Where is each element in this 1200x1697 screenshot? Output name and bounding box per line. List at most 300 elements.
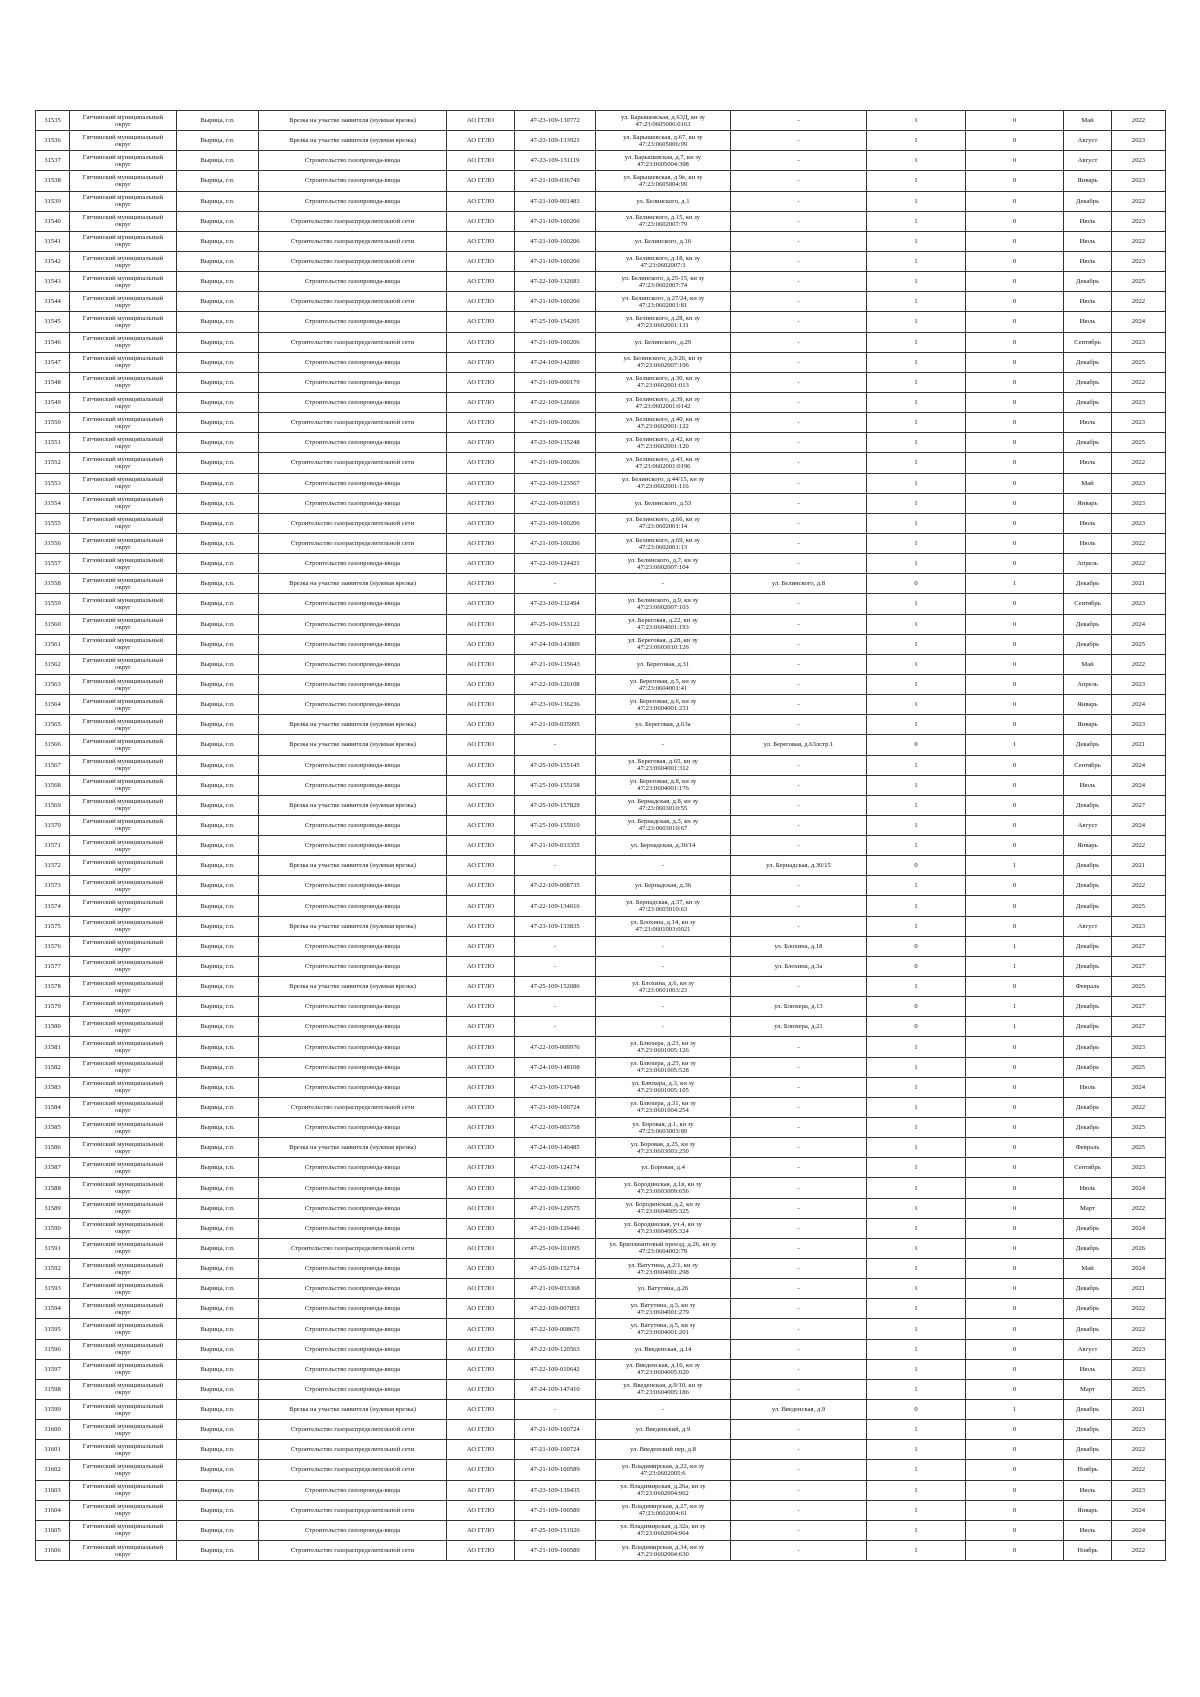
cell-settlement: Вырица, г.п.	[177, 916, 259, 936]
cell-alt-address: ул. Бернадская, д.30/15	[731, 856, 867, 876]
cell-month: Июль	[1064, 1359, 1112, 1379]
cell-address: ул. Белинского, д.40, кн зу 47:23:0602001:122	[596, 413, 731, 433]
table-row	[36, 695, 1166, 715]
cell-application-number: 47-22-109-123567	[515, 473, 596, 493]
cell-work-type: Строительство газопровода-ввода	[259, 1299, 447, 1319]
cell-alt-address: -	[731, 513, 867, 533]
cell-address: ул. Белинского, д.66, кн зу 47:23:0602001:14	[596, 513, 731, 533]
cell-month: Май	[1064, 654, 1112, 674]
cell-count-b: 0	[966, 473, 1064, 493]
cell-alt-address: -	[731, 634, 867, 654]
cell-district: Гатчинский муниципальный округ	[70, 614, 177, 634]
cell-settlement: Вырица, г.п.	[177, 1178, 259, 1198]
cell-month: Август	[1064, 916, 1112, 936]
cell-organization: АО ГГЛО	[447, 1520, 515, 1540]
cell-alt-address: -	[731, 1259, 867, 1279]
table-row	[36, 614, 1166, 634]
cell-count-b: 0	[966, 614, 1064, 634]
table-row	[36, 413, 1166, 433]
cell-year: 2023	[1112, 131, 1166, 151]
cell-settlement: Вырица, г.п.	[177, 1339, 259, 1359]
cell-settlement: Вырица, г.п.	[177, 392, 259, 412]
cell-settlement: Вырица, г.п.	[177, 977, 259, 997]
cell-year: 2021	[1112, 1279, 1166, 1299]
cell-alt-address: -	[731, 695, 867, 715]
cell-address: ул. Блюхера, д.25, кн зу 47:23:0601005:528	[596, 1057, 731, 1077]
cell-count-a: 1	[867, 876, 966, 896]
cell-application-number: -	[515, 574, 596, 594]
cell-settlement: Вырица, г.п.	[177, 1138, 259, 1158]
cell-address: ул. Береговая, д.65, кн зу 47:23:0604001:312	[596, 755, 731, 775]
cell-organization: АО ГГЛО	[447, 1017, 515, 1037]
cell-row-number: 31590	[36, 1218, 70, 1238]
cell-alt-address: ул. Береговая, д.63лстр.1	[731, 735, 867, 755]
cell-year: 2024	[1112, 1178, 1166, 1198]
cell-application-number: 47-21-109-129575	[515, 1198, 596, 1218]
table-row	[36, 453, 1166, 473]
cell-work-type: Строительство газораспределительной сети	[259, 292, 447, 312]
cell-year: 2024	[1112, 695, 1166, 715]
table-row	[36, 554, 1166, 574]
cell-organization: АО ГГЛО	[447, 1319, 515, 1339]
cell-address: ул. Белинского, д.3/26, кн зу 47:23:0602007:106	[596, 352, 731, 372]
cell-count-b: 0	[966, 231, 1064, 251]
cell-count-a: 0	[867, 1017, 966, 1037]
cell-month: Сентябрь	[1064, 755, 1112, 775]
cell-work-type: Строительство газораспределительной сети	[259, 1500, 447, 1520]
cell-settlement: Вырица, г.п.	[177, 1198, 259, 1218]
cell-year: 2023	[1112, 594, 1166, 614]
cell-count-b: 0	[966, 695, 1064, 715]
cell-count-a: 0	[867, 735, 966, 755]
cell-organization: АО ГГЛО	[447, 372, 515, 392]
cell-count-a: 1	[867, 1420, 966, 1440]
cell-alt-address: -	[731, 1057, 867, 1077]
cell-month: Декабрь	[1064, 1279, 1112, 1299]
cell-work-type: Строительство газопровода-ввода	[259, 674, 447, 694]
cell-month: Июль	[1064, 513, 1112, 533]
cell-year: 2023	[1112, 1359, 1166, 1379]
cell-organization: АО ГГЛО	[447, 574, 515, 594]
cell-alt-address: -	[731, 594, 867, 614]
cell-month: Декабрь	[1064, 1400, 1112, 1420]
table-row	[36, 1520, 1166, 1540]
cell-work-type: Строительство газопровода-ввода	[259, 1077, 447, 1097]
cell-organization: АО ГГЛО	[447, 755, 515, 775]
cell-work-type: Строительство газопровода-ввода	[259, 372, 447, 392]
cell-row-number: 31601	[36, 1440, 70, 1460]
table-row	[36, 836, 1166, 856]
cell-organization: АО ГГЛО	[447, 876, 515, 896]
cell-count-a: 1	[867, 1037, 966, 1057]
cell-count-a: 1	[867, 594, 966, 614]
cell-address: ул. Введенский пер, д.8	[596, 1440, 731, 1460]
cell-row-number: 31603	[36, 1480, 70, 1500]
cell-work-type: Строительство газораспределительной сети	[259, 332, 447, 352]
cell-alt-address: -	[731, 1118, 867, 1138]
cell-address: ул. Бернадская, д.8, кн зу 47:23:0603010:55	[596, 795, 731, 815]
cell-row-number: 31574	[36, 896, 70, 916]
cell-count-b: 1	[966, 956, 1064, 976]
table-row	[36, 1198, 1166, 1218]
cell-row-number: 31581	[36, 1037, 70, 1057]
table-row	[36, 1339, 1166, 1359]
cell-alt-address: ул. Блохина, д.18	[731, 936, 867, 956]
table-row	[36, 1279, 1166, 1299]
cell-alt-address: -	[731, 312, 867, 332]
cell-count-b: 0	[966, 292, 1064, 312]
cell-count-a: 1	[867, 1077, 966, 1097]
cell-count-b: 0	[966, 312, 1064, 332]
cell-month: Февраль	[1064, 1138, 1112, 1158]
cell-alt-address: -	[731, 614, 867, 634]
cell-settlement: Вырица, г.п.	[177, 1460, 259, 1480]
cell-year: 2022	[1112, 453, 1166, 473]
cell-year: 2023	[1112, 332, 1166, 352]
cell-settlement: Вырица, г.п.	[177, 1520, 259, 1540]
cell-alt-address: -	[731, 876, 867, 896]
cell-count-b: 0	[966, 654, 1064, 674]
cell-address: ул. Боровая, д.1, кн зу 47:23:0603003:89	[596, 1118, 731, 1138]
cell-work-type: Строительство газопровода-ввода	[259, 1037, 447, 1057]
cell-address: ул. Владимирская, д.34, кн зу 47:23:0602004:630	[596, 1540, 731, 1560]
cell-row-number: 31578	[36, 977, 70, 997]
cell-alt-address: -	[731, 191, 867, 211]
cell-count-a: 0	[867, 997, 966, 1017]
table-row	[36, 473, 1166, 493]
cell-year: 2025	[1112, 272, 1166, 292]
cell-year: 2023	[1112, 251, 1166, 271]
cell-count-b: 0	[966, 1057, 1064, 1077]
table-row	[36, 1319, 1166, 1339]
cell-settlement: Вырица, г.п.	[177, 997, 259, 1017]
table-row	[36, 191, 1166, 211]
cell-district: Гатчинский муниципальный округ	[70, 674, 177, 694]
cell-year: 2022	[1112, 836, 1166, 856]
cell-year: 2023	[1112, 1480, 1166, 1500]
cell-count-a: 0	[867, 956, 966, 976]
cell-district: Гатчинский муниципальный округ	[70, 493, 177, 513]
cell-alt-address: ул. Блюхера, д.13	[731, 997, 867, 1017]
table-row	[36, 715, 1166, 735]
cell-count-b: 1	[966, 856, 1064, 876]
cell-count-b: 0	[966, 1077, 1064, 1097]
table-row	[36, 171, 1166, 191]
cell-alt-address: -	[731, 715, 867, 735]
cell-count-b: 0	[966, 1198, 1064, 1218]
cell-address: -	[596, 956, 731, 976]
cell-count-b: 0	[966, 1279, 1064, 1299]
cell-district: Гатчинский муниципальный округ	[70, 312, 177, 332]
table-row	[36, 997, 1166, 1017]
cell-work-type: Врезка на участке заявителя (нулевая врезка)	[259, 1400, 447, 1420]
cell-address: ул. Владимирская, д.26а, кн зу 47:23:0602004:962	[596, 1480, 731, 1500]
cell-district: Гатчинский муниципальный округ	[70, 352, 177, 372]
cell-work-type: Врезка на участке заявителя (нулевая врезка)	[259, 977, 447, 997]
cell-month: Январь	[1064, 171, 1112, 191]
cell-district: Гатчинский муниципальный округ	[70, 1480, 177, 1500]
cell-address: ул. Береговая, д.22, кн зу 47:23:0604001:193	[596, 614, 731, 634]
cell-address: -	[596, 1400, 731, 1420]
cell-alt-address: -	[731, 775, 867, 795]
cell-row-number: 31540	[36, 211, 70, 231]
table-row	[36, 513, 1166, 533]
cell-application-number: 47-25-109-152714	[515, 1259, 596, 1279]
table-row	[36, 977, 1166, 997]
cell-application-number: 47-21-109-100206	[515, 332, 596, 352]
cell-application-number: 47-23-109-132494	[515, 594, 596, 614]
table-row	[36, 594, 1166, 614]
cell-organization: АО ГГЛО	[447, 453, 515, 473]
cell-work-type: Строительство газопровода-ввода	[259, 614, 447, 634]
cell-district: Гатчинский муниципальный округ	[70, 977, 177, 997]
table-row	[36, 533, 1166, 553]
cell-settlement: Вырица, г.п.	[177, 332, 259, 352]
cell-address: ул. Введенская, д.9/10, кн зу 47:23:0604005:186	[596, 1379, 731, 1399]
cell-alt-address: -	[731, 413, 867, 433]
cell-work-type: Врезка на участке заявителя (нулевая врезка)	[259, 795, 447, 815]
cell-row-number: 31585	[36, 1118, 70, 1138]
cell-work-type: Строительство газопровода-ввода	[259, 876, 447, 896]
cell-count-b: 0	[966, 1138, 1064, 1158]
table-row	[36, 1379, 1166, 1399]
cell-count-a: 1	[867, 211, 966, 231]
table-row	[36, 735, 1166, 755]
cell-work-type: Строительство газопровода-ввода	[259, 272, 447, 292]
cell-year: 2024	[1112, 1500, 1166, 1520]
cell-alt-address: -	[731, 815, 867, 835]
cell-alt-address: -	[731, 332, 867, 352]
cell-count-a: 1	[867, 1218, 966, 1238]
cell-count-b: 0	[966, 1299, 1064, 1319]
cell-settlement: Вырица, г.п.	[177, 1299, 259, 1319]
cell-settlement: Вырица, г.п.	[177, 836, 259, 856]
cell-district: Гатчинский муниципальный округ	[70, 1520, 177, 1540]
table-row	[36, 292, 1166, 312]
cell-row-number: 31558	[36, 574, 70, 594]
cell-alt-address: ул. Блюхера, д.21	[731, 1017, 867, 1037]
cell-district: Гатчинский муниципальный округ	[70, 695, 177, 715]
cell-organization: АО ГГЛО	[447, 413, 515, 433]
cell-application-number: 47-25-109-157829	[515, 795, 596, 815]
cell-row-number: 31542	[36, 251, 70, 271]
cell-count-a: 1	[867, 1520, 966, 1540]
cell-alt-address: -	[731, 1319, 867, 1339]
cell-count-a: 1	[867, 513, 966, 533]
cell-settlement: Вырица, г.п.	[177, 1037, 259, 1057]
cell-row-number: 31544	[36, 292, 70, 312]
table-row	[36, 1037, 1166, 1057]
table-body	[36, 111, 1166, 1561]
cell-settlement: Вырица, г.п.	[177, 1118, 259, 1138]
cell-district: Гатчинский муниципальный округ	[70, 191, 177, 211]
cell-application-number: 47-21-109-100206	[515, 211, 596, 231]
table-row	[36, 493, 1166, 513]
cell-work-type: Строительство газораспределительной сети	[259, 1097, 447, 1117]
cell-count-a: 1	[867, 191, 966, 211]
cell-work-type: Строительство газопровода-ввода	[259, 392, 447, 412]
cell-year: 2024	[1112, 1259, 1166, 1279]
cell-count-b: 0	[966, 272, 1064, 292]
cell-year: 2025	[1112, 1138, 1166, 1158]
cell-address: ул. Блюхера, д.3, кн зу 47:23:0601005:105	[596, 1077, 731, 1097]
cell-district: Гатчинский муниципальный округ	[70, 1460, 177, 1480]
cell-row-number: 31566	[36, 735, 70, 755]
cell-work-type: Врезка на участке заявителя (нулевая врезка)	[259, 916, 447, 936]
cell-year: 2023	[1112, 151, 1166, 171]
cell-settlement: Вырица, г.п.	[177, 634, 259, 654]
cell-district: Гатчинский муниципальный округ	[70, 1379, 177, 1399]
cell-count-b: 0	[966, 876, 1064, 896]
cell-row-number: 31536	[36, 131, 70, 151]
cell-count-a: 1	[867, 896, 966, 916]
cell-alt-address: -	[731, 836, 867, 856]
cell-year: 2023	[1112, 473, 1166, 493]
cell-count-a: 1	[867, 413, 966, 433]
cell-row-number: 31575	[36, 916, 70, 936]
cell-row-number: 31548	[36, 372, 70, 392]
cell-application-number: 47-22-109-134016	[515, 896, 596, 916]
cell-alt-address: -	[731, 231, 867, 251]
table-row	[36, 1420, 1166, 1440]
cell-organization: АО ГГЛО	[447, 251, 515, 271]
cell-month: Август	[1064, 131, 1112, 151]
cell-organization: АО ГГЛО	[447, 856, 515, 876]
cell-count-a: 1	[867, 795, 966, 815]
cell-work-type: Строительство газопровода-ввода	[259, 1178, 447, 1198]
cell-organization: АО ГГЛО	[447, 977, 515, 997]
cell-application-number: 47-21-109-036749	[515, 171, 596, 191]
cell-work-type: Строительство газораспределительной сети	[259, 231, 447, 251]
cell-count-a: 1	[867, 493, 966, 513]
cell-alt-address: -	[731, 795, 867, 815]
cell-row-number: 31551	[36, 433, 70, 453]
cell-alt-address: -	[731, 1238, 867, 1258]
table-row	[36, 211, 1166, 231]
cell-settlement: Вырица, г.п.	[177, 312, 259, 332]
cell-work-type: Строительство газопровода-ввода	[259, 473, 447, 493]
cell-alt-address: -	[731, 533, 867, 553]
cell-alt-address: -	[731, 1198, 867, 1218]
cell-address: ул. Владимирская, д.22, кн зу 47:23:0602005:6	[596, 1460, 731, 1480]
cell-row-number: 31559	[36, 594, 70, 614]
cell-address: ул. Владимирская, д.32а, кн зу 47:23:0602004:964	[596, 1520, 731, 1540]
cell-month: Март	[1064, 1198, 1112, 1218]
cell-organization: АО ГГЛО	[447, 493, 515, 513]
cell-count-b: 0	[966, 715, 1064, 735]
cell-alt-address: -	[731, 211, 867, 231]
cell-organization: АО ГГЛО	[447, 1198, 515, 1218]
cell-count-b: 0	[966, 1158, 1064, 1178]
cell-count-a: 1	[867, 614, 966, 634]
cell-alt-address: -	[731, 392, 867, 412]
cell-row-number: 31573	[36, 876, 70, 896]
cell-settlement: Вырица, г.п.	[177, 1379, 259, 1399]
table-row	[36, 231, 1166, 251]
cell-alt-address: -	[731, 1037, 867, 1057]
cell-month: Декабрь	[1064, 1299, 1112, 1319]
cell-row-number: 31583	[36, 1077, 70, 1097]
cell-address: ул. Бернадская, д.37, кн зу 47:23:0603010:63	[596, 896, 731, 916]
cell-month: Июль	[1064, 211, 1112, 231]
cell-count-a: 0	[867, 574, 966, 594]
cell-district: Гатчинский муниципальный округ	[70, 1319, 177, 1339]
cell-row-number: 31591	[36, 1238, 70, 1258]
cell-application-number: 47-22-109-124174	[515, 1158, 596, 1178]
cell-month: Январь	[1064, 836, 1112, 856]
cell-count-a: 1	[867, 251, 966, 271]
cell-district: Гатчинский муниципальный округ	[70, 1218, 177, 1238]
cell-district: Гатчинский муниципальный округ	[70, 1299, 177, 1319]
table-row	[36, 1077, 1166, 1097]
cell-application-number: 47-21-109-100724	[515, 1440, 596, 1460]
cell-address: ул. Ватутина, д.3, кн зу 47:23:0604001:279	[596, 1299, 731, 1319]
gasification-table	[35, 110, 1166, 1561]
cell-count-a: 1	[867, 131, 966, 151]
cell-district: Гатчинский муниципальный округ	[70, 1540, 177, 1560]
cell-organization: АО ГГЛО	[447, 1460, 515, 1480]
cell-count-a: 1	[867, 775, 966, 795]
cell-organization: АО ГГЛО	[447, 1118, 515, 1138]
cell-application-number: 47-22-109-003758	[515, 1118, 596, 1138]
cell-year: 2023	[1112, 916, 1166, 936]
table-row	[36, 916, 1166, 936]
cell-count-a: 1	[867, 916, 966, 936]
cell-address: ул. Белинского, д.25-15, кн зу 47:23:0602007:74	[596, 272, 731, 292]
cell-alt-address: -	[731, 433, 867, 453]
cell-application-number: 47-25-109-152086	[515, 977, 596, 997]
cell-application-number: 47-22-109-010642	[515, 1359, 596, 1379]
cell-application-number: 47-21-109-033368	[515, 1279, 596, 1299]
cell-organization: АО ГГЛО	[447, 956, 515, 976]
cell-row-number: 31582	[36, 1057, 70, 1077]
cell-month: Январь	[1064, 695, 1112, 715]
cell-month: Декабрь	[1064, 392, 1112, 412]
cell-alt-address: ул. Белинского, д.8	[731, 574, 867, 594]
cell-row-number: 31556	[36, 533, 70, 553]
cell-organization: АО ГГЛО	[447, 896, 515, 916]
cell-address: ул. Белинского, д.39, кн зу 47:23:0602001:0142	[596, 392, 731, 412]
document-page	[35, 110, 1165, 1561]
cell-organization: АО ГГЛО	[447, 1299, 515, 1319]
cell-application-number: -	[515, 735, 596, 755]
cell-count-b: 0	[966, 1420, 1064, 1440]
cell-count-b: 0	[966, 916, 1064, 936]
cell-count-a: 1	[867, 533, 966, 553]
cell-settlement: Вырица, г.п.	[177, 111, 259, 131]
table-row	[36, 1540, 1166, 1560]
cell-alt-address: -	[731, 654, 867, 674]
table-row	[36, 634, 1166, 654]
cell-address: ул. Белинского, д.15, кн зу 47:23:0602007:79	[596, 211, 731, 231]
cell-application-number: 47-25-109-155145	[515, 755, 596, 775]
cell-count-b: 0	[966, 1339, 1064, 1359]
cell-organization: АО ГГЛО	[447, 1540, 515, 1560]
cell-address: ул. Белинского, д.7, кн зу 47:23:0602007:104	[596, 554, 731, 574]
cell-application-number: 47-21-109-100589	[515, 1540, 596, 1560]
cell-row-number: 31588	[36, 1178, 70, 1198]
cell-month: Июль	[1064, 312, 1112, 332]
cell-application-number: 47-22-109-009976	[515, 1037, 596, 1057]
cell-settlement: Вырица, г.п.	[177, 1440, 259, 1460]
cell-settlement: Вырица, г.п.	[177, 292, 259, 312]
cell-month: Декабрь	[1064, 1238, 1112, 1258]
table-row	[36, 1259, 1166, 1279]
cell-alt-address: -	[731, 111, 867, 131]
table-row	[36, 1158, 1166, 1178]
cell-settlement: Вырица, г.п.	[177, 1500, 259, 1520]
cell-year: 2024	[1112, 614, 1166, 634]
